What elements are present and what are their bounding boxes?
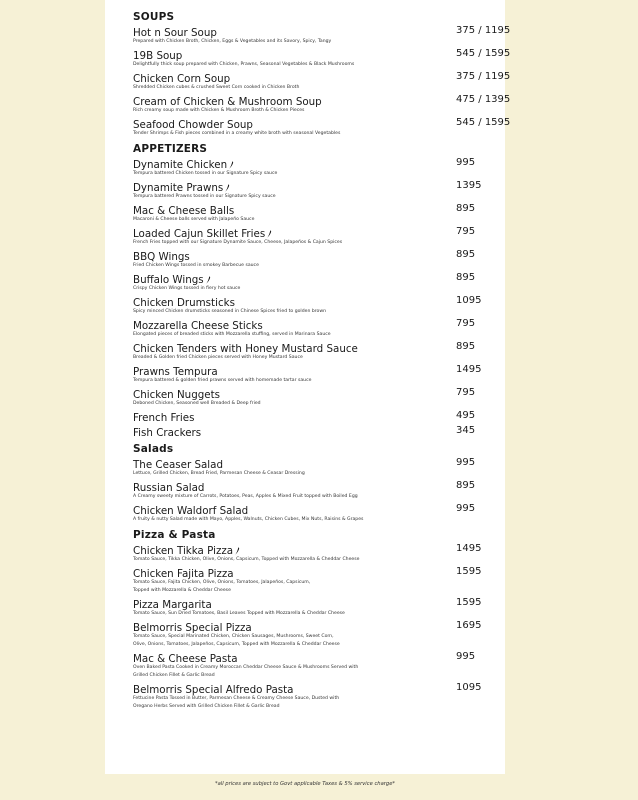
menu-item-description-line2: Topped with Mozzarella & Cheddar Cheese [133,588,231,593]
menu-item [133,116,533,138]
menu-item [133,225,533,247]
menu-item-price: 495 [456,410,476,421]
menu-item-name: Chicken Drumsticks [133,297,235,309]
menu-item-price: 1095 [456,295,482,306]
menu-item-row [133,294,533,308]
menu-item-description: Tempura battered Prawns tossed in our Signature Spicy sauce [133,194,276,199]
menu-item-row [133,456,533,470]
menu-item-price: 995 [456,651,476,662]
menu-item-price: 795 [456,226,476,237]
menu-item-price: 1595 [456,566,482,577]
chili-pepper-icon [206,272,211,280]
menu-item-row [133,248,533,262]
menu-sections [133,10,533,711]
menu-item-description: Spicy minced Chicken drumsticks seasoned in Chinese Spices fried to golden brown [133,309,327,314]
menu-item-row [133,179,533,193]
menu-item [133,24,533,46]
section-title: APPETIZERS [133,143,208,155]
menu-item-row [133,47,533,61]
menu-item-row [133,271,533,285]
menu-item-description: Crispy Chicken Wings tossed in fiery hot sauce [133,286,241,291]
menu-item-price: 1495 [456,543,482,554]
menu-item-row [133,502,533,516]
menu-item-description-line2: Olive, Onions, Tomatoes, Jalapeños, Capsicum, Topped with Mozzarella & Cheddar Cheese [133,642,340,647]
menu-item-row [133,386,533,400]
menu-item-name: French Fries [133,412,195,424]
menu-item [133,70,533,92]
chili-pepper-icon [229,157,234,165]
menu-item [133,248,533,270]
menu-item-row [133,70,533,84]
menu-item-row [133,116,533,130]
menu-item-price: 475 / 1395 [456,94,511,105]
menu-item-row [133,363,533,377]
menu-item-name: Chicken Nuggets [133,389,221,401]
menu-item-price: 1095 [456,682,482,693]
menu-item-row [133,225,533,239]
menu-item [133,386,533,408]
menu-item-price: 795 [456,387,476,398]
menu-item-name: Mac & Cheese Pasta [133,653,238,665]
menu-item [133,93,533,115]
menu-item-price: 795 [456,318,476,329]
menu-item-row [133,650,533,664]
menu-item [133,317,533,339]
menu-item [133,409,533,423]
menu-item-name: Dynamite Chicken [133,159,228,171]
menu-section-appetizers [133,142,533,438]
menu-item-name: Chicken Tenders with Honey Mustard Sauce [133,343,358,355]
menu-item-name: Dynamite Prawns [133,182,224,194]
menu-item-price: 375 / 1195 [456,25,511,36]
menu-item-description-line2: Grilled Chicken Fillet & Garlic Bread [133,673,215,678]
menu-item [133,271,533,293]
menu-item-name: Belmorris Special Pizza [133,622,252,634]
menu-item-name: Buffalo Wings [133,274,204,286]
menu-item-description: Fettucine Pasta Tossed in Butter, Parmesan Cheese & Creamy Cheese Sauce, Dusted with [133,696,340,701]
menu-item [133,202,533,224]
menu-item-description: Fried Chicken Wings tossed in smokey Barbecue sauce [133,263,259,268]
section-title: Pizza & Pasta [133,529,216,541]
menu-item-description: Tomato Sauce, Special Marinated Chicken, Chicken Sausages, Mushrooms, Sweet Corn, [133,634,334,639]
price-footnote: *all prices are subject to Govt applicable Taxes & 5% service charge* [215,781,395,787]
menu-item-name: Chicken Tikka Pizza [133,545,234,557]
section-title: Salads [133,443,174,455]
menu-item-description: Tempura battered & golden fried prawns served with homemade tartar sauce [133,378,312,383]
menu-item [133,596,533,618]
menu-item-row [133,340,533,354]
menu-item-name: Chicken Fajita Pizza [133,568,234,580]
menu-item-description: Lettuce, Grilled Chicken, Bread Fried, Parmesan Cheese & Ceasar Dressing [133,471,305,476]
menu-item-name: Belmorris Special Alfredo Pasta [133,684,294,696]
menu-item-price: 1395 [456,180,482,191]
menu-item-name: Pizza Margarita [133,599,212,611]
menu-item-description: French Fries topped with our Signature Dynamite Sauce, Cheese, Jalapeños & Cajun Spices [133,240,343,245]
menu-item-description: Tomato Sauce, Sun Dried Tomatoes, Basil Leaves Topped with Mozzarella & Cheddar Cheese [133,611,345,616]
menu-section-soups [133,10,533,138]
menu-item-price: 1495 [456,364,482,375]
menu-item-row [133,681,533,695]
menu-item [133,479,533,501]
menu-item-row [133,565,533,579]
menu-item-description: A fruity & nutty Salad made with Mayo, Apples, Walnuts, Chicken Cubes, Mix Nuts, Raisins & Grapes [133,517,364,522]
menu-item [133,619,533,649]
menu-item [133,47,533,69]
menu-item-price: 995 [456,457,476,468]
menu-item-description: Macaroni & Cheese balls served with Jalapeño Sauce [133,217,255,222]
menu-item-description: Prepared with Chicken Broth, Chicken, Eggs & Vegetables and its Savory, Spicy, Tangy [133,39,332,44]
menu-item-name: Fish Crackers [133,427,202,439]
chili-pepper-icon [225,180,230,188]
menu-item-row [133,24,533,38]
menu-content [133,10,533,712]
menu-item [133,294,533,316]
menu-section-pizza [133,528,533,711]
menu-item-price: 545 / 1595 [456,48,511,59]
menu-item-price: 895 [456,272,476,283]
menu-item [133,456,533,478]
menu-item-name: Chicken Waldorf Salad [133,505,249,517]
menu-item-name: Chicken Corn Soup [133,73,231,85]
menu-item-name: Mozzarella Cheese Sticks [133,320,263,332]
menu-item-description: Rich creamy soup made with Chicken & Mushroom Broth & Chicken Pieces [133,108,305,113]
menu-section-salads [133,442,533,524]
menu-item-row [133,317,533,331]
menu-item-price: 995 [456,503,476,514]
menu-item-price: 895 [456,480,476,491]
section-title: SOUPS [133,11,175,23]
menu-item-name: Loaded Cajun Skillet Fries [133,228,266,240]
menu-item-price: 995 [456,157,476,168]
menu-item-name: BBQ Wings [133,251,190,263]
menu-item-description: Tender Shrimps & Fish pieces combined in a creamy white broth with seasonal Vegetables [133,131,341,136]
menu-item-description: Tomato Sauce, Fajita Chicken, Olive, Onions, Tomatoes, Jalapeños, Capsicum, [133,580,311,585]
chili-pepper-icon [235,543,240,551]
menu-item-row [133,619,533,633]
menu-item-price: 1695 [456,620,482,631]
menu-item-name: Russian Salad [133,482,205,494]
menu-item-row [133,93,533,107]
menu-item-name: Hot n Sour Soup [133,27,217,39]
menu-item [133,681,533,711]
menu-item [133,340,533,362]
chili-pepper-icon [267,226,272,234]
menu-item [133,565,533,595]
menu-item-price: 895 [456,341,476,352]
menu-item-name: Prawns Tempura [133,366,218,378]
menu-item-row [133,156,533,170]
menu-item-price: 895 [456,249,476,260]
menu-item-description: Breaded & Golden fried Chicken pieces served with Honey Mustard Sauce [133,355,303,360]
menu-item-row [133,479,533,493]
menu-item-description: Tempura battered Chicken tossed in our Signature Spicy sauce [133,171,278,176]
menu-item-row [133,424,533,438]
menu-item-row [133,542,533,556]
menu-item [133,542,533,564]
menu-item-row [133,409,533,423]
menu-item-name: The Ceaser Salad [133,459,224,471]
menu-item-row [133,202,533,216]
menu-item-price: 895 [456,203,476,214]
menu-item-price: 545 / 1595 [456,117,511,128]
menu-item-name: Seafood Chowder Soup [133,119,253,131]
menu-item-description: Delightfully thick soup prepared with Chicken, Prawns, Seasonal Vegetables & Black Mushrooms [133,62,355,67]
menu-item [133,363,533,385]
menu-item-price: 1595 [456,597,482,608]
menu-item [133,179,533,201]
menu-item-row [133,596,533,610]
menu-item-description: Tomato Sauce, Tikka Chicken, Olive, Onions, Capsicum, Topped with Mozzarella & Cheddar Cheese [133,557,360,562]
menu-item-price: 375 / 1195 [456,71,511,82]
menu-item-description: A Creamy sweety mixture of Carrots, Potatoes, Peas, Apples & Mixed Fruit topped with Boiled Egg [133,494,358,499]
menu-item-name: Mac & Cheese Balls [133,205,235,217]
menu-item [133,156,533,178]
menu-item-description: Deboned Chicken, Seasoned well Breaded & Deep fried [133,401,261,406]
menu-item [133,424,533,438]
menu-item-price: 345 [456,425,476,436]
menu-item-description: Shredded Chicken cubes & crushed Sweet Corn cooked in Chicken Broth [133,85,300,90]
menu-item-description: Oven Baked Pasta Cooked in Creamy Moroccan Cheddar Cheese Sauce & Mushrooms Served with [133,665,359,670]
menu-item-name: 19B Soup [133,50,183,62]
menu-item-name: Cream of Chicken & Mushroom Soup [133,96,322,108]
menu-item-description: Elongated pieces of breaded sticks with Mozzarella stuffing, served in Marinara Sauce [133,332,331,337]
menu-item [133,502,533,524]
menu-item-description-line2: Oregano Herbs Served with Grilled Chicken Fillet & Garlic Bread [133,704,280,709]
menu-item [133,650,533,680]
